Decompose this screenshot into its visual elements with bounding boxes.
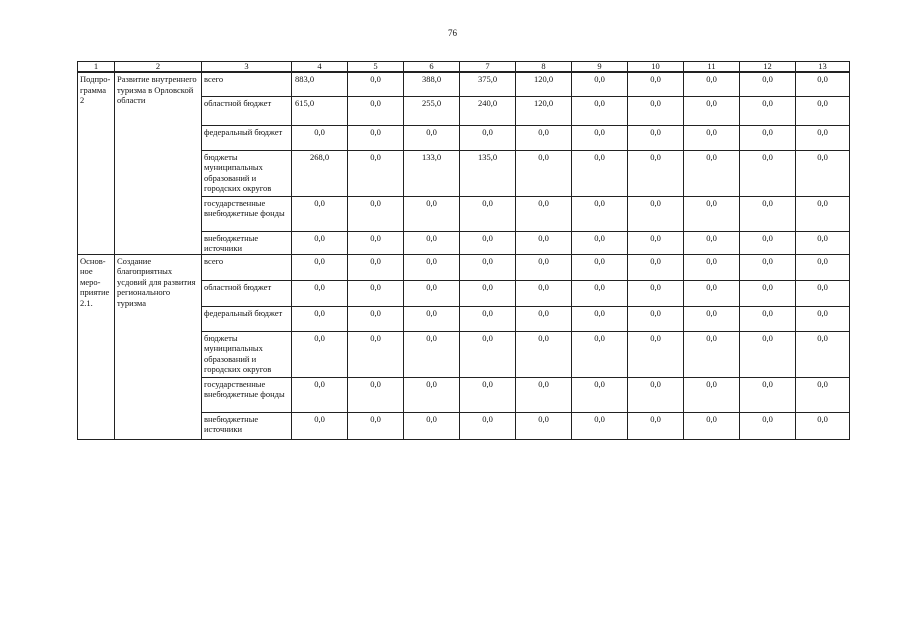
value-cell: 0,0 [740,412,796,439]
value-cell: 0,0 [628,96,684,125]
value-cell: 0,0 [292,306,348,331]
value-cell: 0,0 [348,254,404,280]
value-cell: 0,0 [460,377,516,412]
value-cell: 0,0 [348,377,404,412]
value-cell: 120,0 [516,96,572,125]
value-cell: 0,0 [404,331,460,377]
column-number: 7 [460,62,516,73]
value-cell: 375,0 [460,72,516,96]
funding-source: бюджеты муниципальных образований и городских округов [202,150,292,196]
value-cell: 0,0 [684,331,740,377]
column-number: 5 [348,62,404,73]
value-cell: 0,0 [348,72,404,96]
value-cell: 0,0 [404,196,460,231]
value-cell: 0,0 [572,306,628,331]
value-cell: 0,0 [796,150,850,196]
value-cell: 0,0 [740,196,796,231]
value-cell: 0,0 [572,254,628,280]
value-cell: 0,0 [292,331,348,377]
value-cell: 0,0 [348,196,404,231]
value-cell: 0,0 [684,377,740,412]
value-cell: 0,0 [628,331,684,377]
value-cell: 240,0 [460,96,516,125]
value-cell: 0,0 [516,412,572,439]
section-code: Подпро-грамма 2 [78,72,115,254]
funding-source: областной бюджет [202,280,292,306]
value-cell: 0,0 [460,254,516,280]
value-cell: 0,0 [516,280,572,306]
value-cell: 0,0 [460,331,516,377]
value-cell: 0,0 [740,331,796,377]
value-cell: 0,0 [628,280,684,306]
value-cell: 0,0 [740,306,796,331]
funding-source: федеральный бюджет [202,125,292,150]
column-number: 12 [740,62,796,73]
value-cell: 0,0 [572,412,628,439]
value-cell: 0,0 [404,254,460,280]
column-number: 11 [684,62,740,73]
value-cell: 0,0 [404,412,460,439]
value-cell: 0,0 [516,150,572,196]
value-cell: 0,0 [572,125,628,150]
funding-source: государственные внебюджетные фонды [202,377,292,412]
column-number: 13 [796,62,850,73]
value-cell: 0,0 [292,125,348,150]
value-cell: 0,0 [348,150,404,196]
section-code: Основ-ное меро-приятие 2.1. [78,254,115,439]
column-number: 8 [516,62,572,73]
value-cell: 0,0 [796,280,850,306]
value-cell: 0,0 [628,150,684,196]
page-number: 76 [448,28,457,38]
value-cell: 0,0 [292,231,348,254]
value-cell: 0,0 [628,306,684,331]
funding-source: государственные внебюджетные фонды [202,196,292,231]
funding-source: всего [202,72,292,96]
value-cell: 0,0 [684,96,740,125]
value-cell: 0,0 [740,72,796,96]
value-cell: 0,0 [348,96,404,125]
column-number: 2 [115,62,202,73]
value-cell: 615,0 [292,96,348,125]
value-cell: 0,0 [684,280,740,306]
column-number-row [78,62,850,73]
value-cell: 0,0 [796,377,850,412]
value-cell: 120,0 [516,72,572,96]
value-cell: 0,0 [292,196,348,231]
column-number: 1 [78,62,115,73]
value-cell: 0,0 [796,306,850,331]
value-cell: 0,0 [348,125,404,150]
section-title: Развитие внутреннего туризма в Орловской области [115,72,202,254]
value-cell: 0,0 [348,280,404,306]
value-cell: 0,0 [460,125,516,150]
value-cell: 268,0 [292,150,348,196]
value-cell: 0,0 [516,196,572,231]
value-cell: 0,0 [572,96,628,125]
column-number: 6 [404,62,460,73]
value-cell: 0,0 [404,280,460,306]
table-header [78,62,850,73]
value-cell: 0,0 [628,412,684,439]
value-cell: 0,0 [460,280,516,306]
value-cell: 0,0 [292,412,348,439]
funding-source: федеральный бюджет [202,306,292,331]
value-cell: 0,0 [740,125,796,150]
value-cell: 0,0 [628,72,684,96]
value-cell: 255,0 [404,96,460,125]
value-cell: 0,0 [460,412,516,439]
value-cell: 0,0 [348,331,404,377]
value-cell: 0,0 [684,196,740,231]
value-cell: 0,0 [796,72,850,96]
column-number: 3 [202,62,292,73]
value-cell: 0,0 [572,280,628,306]
value-cell: 0,0 [684,125,740,150]
column-number: 4 [292,62,348,73]
value-cell: 0,0 [292,280,348,306]
value-cell: 0,0 [572,377,628,412]
value-cell: 0,0 [572,331,628,377]
value-cell: 0,0 [796,231,850,254]
value-cell: 0,0 [740,280,796,306]
value-cell: 0,0 [460,196,516,231]
table-row [78,254,850,280]
value-cell: 0,0 [516,125,572,150]
value-cell: 0,0 [348,231,404,254]
value-cell: 0,0 [740,377,796,412]
value-cell: 0,0 [740,96,796,125]
value-cell: 0,0 [628,377,684,412]
column-number: 10 [628,62,684,73]
funding-source: бюджеты муниципальных образований и городских округов [202,331,292,377]
value-cell: 0,0 [684,306,740,331]
table-body [78,72,850,439]
value-cell: 0,0 [572,72,628,96]
value-cell: 135,0 [460,150,516,196]
value-cell: 388,0 [404,72,460,96]
value-cell: 133,0 [404,150,460,196]
value-cell: 0,0 [460,231,516,254]
funding-source: внебюджетные источники [202,412,292,439]
value-cell: 0,0 [460,306,516,331]
value-cell: 0,0 [684,254,740,280]
value-cell: 0,0 [628,196,684,231]
value-cell: 0,0 [516,254,572,280]
value-cell: 0,0 [404,377,460,412]
funding-source: внебюджетные источники [202,231,292,254]
value-cell: 0,0 [516,231,572,254]
value-cell: 0,0 [796,196,850,231]
value-cell: 0,0 [796,331,850,377]
value-cell: 0,0 [348,306,404,331]
section-title: Создание благоприятных усдовий для развития регионального туризма [115,254,202,439]
value-cell: 0,0 [628,231,684,254]
value-cell: 0,0 [796,96,850,125]
value-cell: 0,0 [740,254,796,280]
value-cell: 0,0 [292,377,348,412]
value-cell: 0,0 [684,72,740,96]
value-cell: 0,0 [516,377,572,412]
value-cell: 0,0 [292,254,348,280]
value-cell: 0,0 [572,231,628,254]
funding-source: всего [202,254,292,280]
value-cell: 0,0 [348,412,404,439]
value-cell: 0,0 [516,306,572,331]
value-cell: 883,0 [292,72,348,96]
value-cell: 0,0 [404,231,460,254]
value-cell: 0,0 [684,412,740,439]
column-number: 9 [572,62,628,73]
value-cell: 0,0 [796,125,850,150]
value-cell: 0,0 [740,231,796,254]
table-row [78,72,850,96]
value-cell: 0,0 [572,196,628,231]
value-cell: 0,0 [516,331,572,377]
value-cell: 0,0 [796,412,850,439]
value-cell: 0,0 [740,150,796,196]
value-cell: 0,0 [628,125,684,150]
value-cell: 0,0 [684,150,740,196]
budget-table [77,61,850,440]
value-cell: 0,0 [628,254,684,280]
value-cell: 0,0 [572,150,628,196]
funding-source: областной бюджет [202,96,292,125]
value-cell: 0,0 [796,254,850,280]
value-cell: 0,0 [404,306,460,331]
value-cell: 0,0 [684,231,740,254]
value-cell: 0,0 [404,125,460,150]
